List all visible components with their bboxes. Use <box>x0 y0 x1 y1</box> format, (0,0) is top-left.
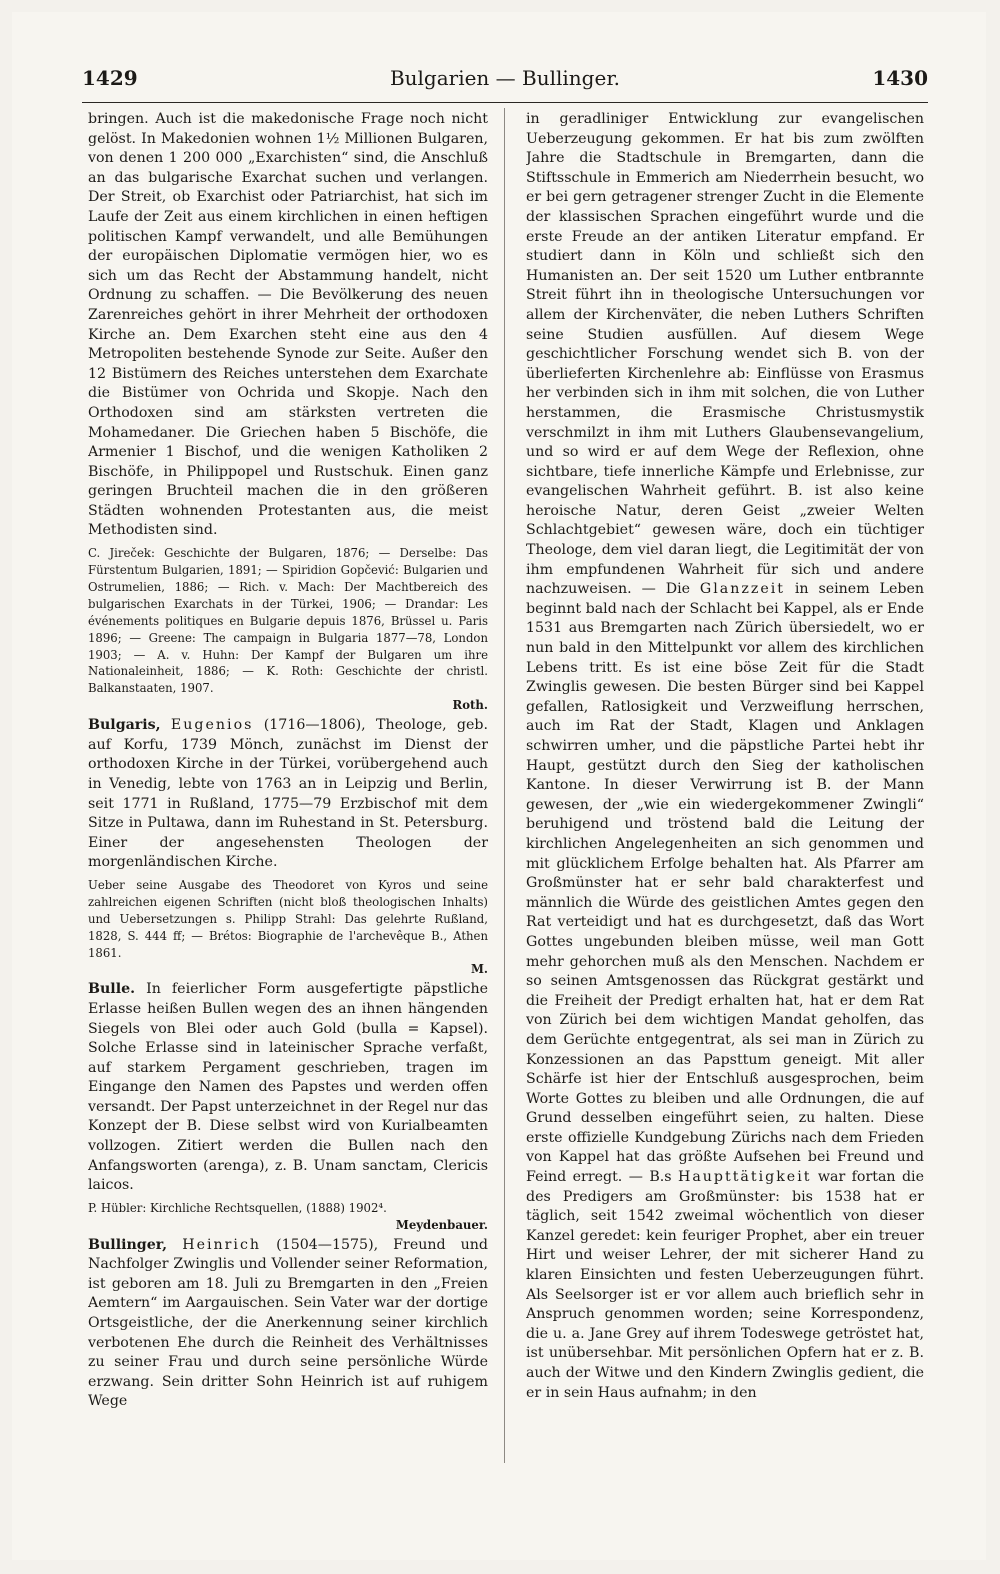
bullinger-entry <box>88 1236 488 1412</box>
bulle-bibliography: P. Hübler: Kirchliche Rechtsquellen, (1888) 1902⁴. <box>88 1200 387 1215</box>
left-column <box>88 110 488 1465</box>
bullinger-text-part1: in geradliniger Entwicklung zur evangelischen Ueberzeugung gekommen. Er hat bis zum zwölften Jahre die Stadtschule in Bremgarten, dann die Stiftsschule in Emmerich am Niederrhein besucht, wo er bei gern getragener strenger Zucht in die Elemente der klassischen Sprachen eingeführt wurde und die erste Freude an der antiken Literatur empfand. Er studiert dann in Köln und schließt sich den Humanisten an. Der seit 1520 um Luther entbrannte Streit führt ihn in theologische Untersuchungen vor allem der Kirchenväter, die neben Luthers Schriften seine Studien ausfüllen. Auf diesem Wege geschichtlicher Forschung wendet sich B. von der überlieferten Kirchenlehre ab: Einflüsse von Erasmus her verbinden sich in ihm mit solchen, die von Luther herstammen, die Erasmische Christusmystik verschmilzt in ihm mit Luthers Glaubensevangelium, und so wird er auf dem Wege der Reflexion, ohne sichtbare, tiefe innerliche Kämpfe und Erlebnisse, zur evangelischen Wahrheit geführt. B. ist also keine heroische Natur, deren Geist „zweier Welten Schlachtgebiet“ gewesen wäre, doch ein tüchtiger Theologe, dem viel daran liegt, die Legitimität der von ihm empfundenen Wahrheit für sich und andere nachzuweisen. — Die <box>526 111 924 598</box>
bullinger-text-part3: war fortan die des Predigers am Großmünster: bis 1538 hat er täglich, seit 1542 zweimal wöchentlich von dieser Kanzel geredet: kein feuriger Prophet, aber ein treuer Hirt und weiser Lehrer, der mit sicherer Hand zu klaren Einsichten und festen Ueberzeugungen führt. Als Seelsorger ist er vor allem auch brieflich sehr in Anspruch genommen worden; seine Korrespondenz, die u. a. Jane Grey auf ihrem Todeswege getröstet hat, ist unübersehbar. Mit persönlichen Opfern hat er z. B. auch der Witwe und den Kindern Zwinglis gedient, die er in sein Haus aufnahm; in den <box>526 1169 924 1401</box>
glanzzeit-term: Glanzzeit <box>699 581 785 598</box>
running-title: Bulgarien — Bullinger. <box>389 66 621 90</box>
bulgaris-headword: Bulgaris, <box>88 717 161 734</box>
bullinger-text: (1504—1575), Freund und Nachfolger Zwinglis und Vollender seiner Reformation, ist geboren am 18. Juli zu Bremgarten in den „Freien Aemtern“ im Aargauischen. Sein Vater war der dortige Ortsgeistliche, der die Anerkennung seiner kirchlich verbotenen Ehe durch die Reinheit des Verhältnisses zu seiner Frau und durch seine persönliche Würde erzwang. Sein dritter Sohn Heinrich ist auf ruhigem Wege <box>88 1236 488 1410</box>
page-number-right: 1430 <box>872 66 928 90</box>
bullinger-headword: Bullinger, <box>88 1236 168 1253</box>
bulgarien-bibliography: C. Jireček: Geschichte der Bulgaren, 1876; — Derselbe: Das Fürstentum Bulgarien, 1891; — Spiridion Gopčević: Bulgarien und Ostrumelien, 1886; — Rich. v. Mach: Der Machtbereich des bulgarischen Exarchats in der Türkei, 1906; — Drandar: Les événements politiques en Bulgarie depuis 1876, Brüssel u. Paris 1896; — Greene: The campaign in Bulgaria 1877—78, London 1903; — A. v. Huhn: Der Kampf der Bulgaren um ihre Nationaleinheit, 1886; — K. Roth: Geschichte der christl. Balkanstaaten, 1907. <box>88 546 488 696</box>
bulgaris-signature: M. <box>470 962 488 977</box>
column-divider <box>504 108 505 1463</box>
page-header <box>82 58 928 103</box>
bulgaris-name: Eugenios <box>170 717 254 734</box>
bulle-headword: Bulle. <box>88 981 136 998</box>
bullinger-continuation <box>526 110 924 1403</box>
haupttaetigkeit-term: Haupttätigkeit <box>677 1169 812 1186</box>
bulgaris-text: (1716—1806), Theologe, geb. auf Korfu, 1739 Mönch, zunächst im Dienst der orthodoxen Kirche in der Türkei, vorübergehend auch in Venedig, lebte von 1763 an in Leipzig und Berlin, seit 1771 in Rußland, 1775—79 Erzbischof mit dem Sitze in Pultawa, dann im Ruhestand in St. Petersburg. Einer der angesehensten Theologen der morgenländischen Kirche. <box>88 717 488 871</box>
bulle-signature: Meydenbauer. <box>395 1217 488 1232</box>
bulgaris-bibliography: Ueber seine Ausgabe des Theodoret von Kyros und seine zahlreichen eigenen Schriften (nicht bloß theologischen Inhalts) und Uebersetzungen s. Philipp Strahl: Das gelehrte Rußland, 1828, S. 444 ff; — Brétos: Biographie de l'archevêque B., Athen 1861. <box>88 877 488 960</box>
page-number-left: 1429 <box>82 66 138 90</box>
bulgarien-paragraph: bringen. Auch ist die makedonische Frage noch nicht gelöst. In Makedonien wohnen 1½ Millionen Bulgaren, von denen 1 200 000 „Exarchisten“ sind, die Anschluß an das bulgarische Exarchat suchen und verlangen. Der Streit, ob Exarchist oder Patriarchist, hat sich im Laufe der Zeit aus einem kirchlichen in einen heftigen politischen Kampf verwandelt, und alle Bemühungen der europäischen Diplomatie vermögen hier, wo es sich um das Recht der Abstammung handelt, nicht Ordnung zu schaffen. — Die Bevölkerung des neuen Zarenreiches gehört in ihrer Mehrheit der orthodoxen Kirche an. Dem Exarchen steht eine aus den 4 Metropoliten bestehende Synode zur Seite. Außer den 12 Bistümern des Reiches unterstehen dem Exarchate die Bistümer von Ochrida und Skopje. Nach den Orthodoxen sind am stärksten vertreten die Mohamedaner. Die Griechen haben 5 Bischöfe, die Armenier 1 Bischof, und die wenigen Katholiken 2 Bischöfe, in Philippopel und Rustschuk. Einen ganz geringen Bruchteil machen die in den größeren Städten wohnenden Protestanten aus, die meist Methodisten sind. <box>88 111 488 539</box>
bulle-entry <box>88 980 488 1196</box>
bullinger-name: Heinrich <box>182 1236 262 1253</box>
right-column <box>526 110 924 1465</box>
bulgaris-entry <box>88 716 488 873</box>
bulle-text: In feierlicher Form ausgefertigte päpstliche Erlasse heißen Bullen wegen des an ihnen hängenden Siegels von Blei oder auch Gold (bulla = Kapsel). Solche Erlasse sind in lateinischer Sprache verfaßt, auf starkem Pergament geschrieben, tragen im Eingange den Namen des Papstes und werden offen versandt. Der Papst unterzeichnet in der Regel nur das Konzept der B. Diese selbst wird von Kurialbeamten vollzogen. Zitiert werden die Bullen nach den Anfangsworten (arenga), z. B. Unam sanctam, Clericis laicos. <box>88 981 488 1194</box>
bullinger-text-part2: in seinem Leben beginnt bald nach der Schlacht bei Kappel, als er Ende 1531 aus Bremgarten nach Zürich übersiedelt, wo er nun bald in den Mittelpunkt vor allem des kirchlichen Lebens tritt. Es ist eine böse Zeit für die Stadt Zwinglis gewesen. Die besten Bürger sind bei Kappel gefallen, Ratlosigkeit und Verzweiflung herrschen, auch im Rat der Stadt, Klagen und Anklagen schwirren umher, und die päpstliche Partei hebt ihr Haupt, gestützt durch den Sieg der katholischen Kantone. In dieser Verwirrung ist B. der Mann gewesen, der „wie ein wiedergekommener Zwingli“ beruhigend und tröstend bald die Leitung der kirchlichen Angelegenheiten an sich genommen und mit glücklichem Erfolge behalten hat. Als Pfarrer am Großmünster hat er sehr bald charakterfest und männlich die Würde des geistlichen Amtes gegen den Rat verteidigt und hat es durchgesetzt, daß das Wort Gottes ungebunden bleiben müsse, weil man Gott mehr gehorchen muß als den Menschen. Nachdem er so seinen Amtsgenossen das Rückgrat gestärkt und die Freiheit der Predigt erhalten hat, hat er dem Rat von Zürich bei dem wichtigen Mandat geholfen, das dem Gerüchte entgegentrat, als sei man in Zürich zu Konzessionen an das Papsttum geneigt. Mit aller Schärfe ist hier der Entschluß ausgesprochen, beim Worte Gottes zu bleiben und alle Ordnungen, die auf Grund desselben eingeführt seien, zu halten. Diese erste offizielle Kundgebung Zürichs nach dem Frieden von Kappel hat das größte Aufsehen bei Freund und Feind erregt. — B.s <box>526 581 924 1186</box>
bulgarien-signature: Roth. <box>452 698 488 713</box>
